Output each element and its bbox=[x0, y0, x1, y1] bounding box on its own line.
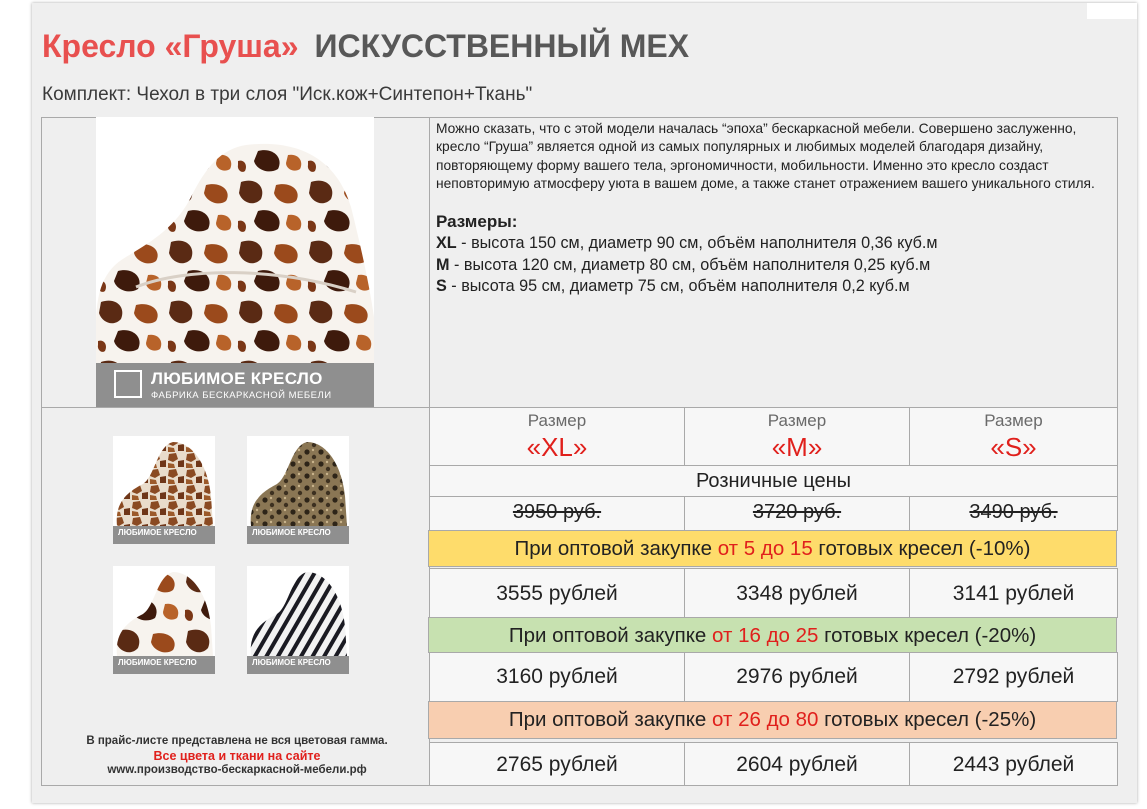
tier-price-cell bbox=[684, 742, 910, 786]
tier-price-cell bbox=[909, 652, 1118, 702]
thumbnail-brand: ЛЮБИМОЕ КРЕСЛО bbox=[118, 658, 197, 667]
tier-price: 2765 рублей bbox=[496, 753, 618, 776]
size-details: - высота 150 см, диаметр 90 см, объём наполнителя 0,36 куб.м bbox=[456, 234, 938, 252]
size-header-s bbox=[909, 407, 1118, 466]
retail-price-cell bbox=[909, 496, 1118, 531]
tier-prefix: При оптовой закупке bbox=[514, 537, 718, 560]
brand-name: ЛЮБИМОЕ КРЕСЛО bbox=[151, 369, 323, 388]
size-header-xl bbox=[429, 407, 685, 466]
main-product-photo bbox=[96, 117, 374, 407]
size-code: XL bbox=[436, 234, 457, 252]
tier-price: 2443 рублей bbox=[952, 753, 1075, 776]
product-name: Кресло «Груша» bbox=[42, 28, 299, 64]
tier-price: 3348 рублей bbox=[736, 582, 858, 605]
cow-chair-image bbox=[113, 566, 215, 656]
thumbnail-giraffe[interactable] bbox=[113, 436, 215, 544]
thumbnail-brand: ЛЮБИМОЕ КРЕСЛО bbox=[252, 658, 331, 667]
tier-price-cell bbox=[909, 742, 1118, 786]
tier-price-cell bbox=[429, 742, 685, 786]
zebra-chair-image bbox=[247, 566, 349, 656]
thumbnail-brand-strip bbox=[113, 656, 215, 674]
thumbnail-brand-strip bbox=[247, 526, 349, 544]
giraffe-chair-image bbox=[113, 436, 215, 526]
tier-range: от 5 до 15 bbox=[717, 537, 813, 560]
tier-price: 3141 рублей bbox=[952, 582, 1075, 605]
tier-label bbox=[515, 537, 1031, 560]
size-header-m bbox=[684, 407, 910, 466]
retail-price-cell bbox=[429, 496, 685, 531]
size-line-xl bbox=[436, 234, 938, 253]
tier-price: 2976 рублей bbox=[736, 665, 858, 688]
tier-suffix: готовых кресел (-10%) bbox=[812, 537, 1031, 560]
tier-price: 3160 рублей bbox=[496, 665, 618, 688]
tier-suffix: готовых кресел (-20%) bbox=[818, 624, 1037, 647]
pear-chair-cow-image bbox=[96, 117, 374, 367]
retail-price: 3720 руб. bbox=[752, 501, 842, 523]
tier-price-cell bbox=[684, 568, 910, 618]
retail-label: Розничные цены bbox=[695, 470, 852, 492]
thumbnail-brand: ЛЮБИМОЕ КРЕСЛО bbox=[118, 528, 197, 537]
wholesale-tier-3-banner bbox=[428, 701, 1117, 739]
tier-range: от 16 до 25 bbox=[712, 624, 819, 647]
retail-price: 3950 руб. bbox=[512, 501, 602, 523]
page-corner bbox=[1087, 3, 1137, 19]
material-name: ИСКУССТВЕННЫЙ МЕХ bbox=[314, 28, 690, 64]
retail-prices-heading bbox=[429, 465, 1118, 497]
tier-price: 3555 рублей bbox=[496, 582, 618, 605]
tier-label bbox=[509, 624, 1036, 647]
thumbnail-zebra[interactable] bbox=[247, 566, 349, 674]
size-code: S bbox=[436, 277, 447, 295]
brand-tagline: ФАБРИКА БЕСКАРКАСНОЙ МЕБЕЛИ bbox=[151, 390, 332, 401]
size-details: - высота 95 см, диаметр 75 см, объём наполнителя 0,2 куб.м bbox=[446, 277, 910, 295]
brand-strip bbox=[96, 363, 374, 407]
sizes-heading: Размеры: bbox=[436, 212, 518, 231]
tier-price-cell bbox=[684, 652, 910, 702]
size-label: Размер bbox=[527, 411, 587, 430]
size-label: Размер bbox=[984, 411, 1043, 430]
thumbnail-leopard[interactable] bbox=[247, 436, 349, 544]
size-code: «S» bbox=[990, 432, 1037, 462]
wholesale-tier-1-banner bbox=[428, 530, 1117, 567]
tier-prefix: При оптовой закупке bbox=[508, 708, 713, 731]
tier-prefix: При оптовой закупке bbox=[508, 624, 713, 647]
kit-subtitle: Комплект: Чехол в три слоя "Иск.кож+Синтепон+Ткань" bbox=[42, 84, 533, 105]
footer-note-line2: Все цвета и ткани на сайте bbox=[153, 749, 321, 763]
thumbnail-brand: ЛЮБИМОЕ КРЕСЛО bbox=[252, 528, 331, 537]
size-details: - высота 120 см, диаметр 80 см, объём наполнителя 0,25 куб.м bbox=[449, 256, 931, 274]
size-code: «M» bbox=[771, 432, 823, 462]
tier-price-cell bbox=[909, 568, 1118, 618]
tier-price-cell bbox=[429, 652, 685, 702]
tier-price: 2604 рублей bbox=[736, 753, 858, 776]
thumbnail-brand-strip bbox=[113, 526, 215, 544]
tier-range: от 26 до 80 bbox=[712, 708, 819, 731]
website-link[interactable]: www.производство-бескаркасной-мебели.рф bbox=[107, 764, 367, 776]
brand-logo-icon bbox=[114, 370, 142, 398]
tier-label bbox=[509, 708, 1036, 731]
size-code: M bbox=[436, 256, 450, 274]
size-code: «XL» bbox=[526, 432, 588, 462]
page-title bbox=[42, 26, 689, 66]
thumbnail-brand-strip bbox=[247, 656, 349, 674]
size-line-s bbox=[436, 277, 910, 296]
leopard-chair-image bbox=[247, 436, 349, 526]
tier-price-cell bbox=[429, 568, 685, 618]
footer-note-line1: В прайс-листе представлена не вся цветовая гамма. bbox=[86, 735, 388, 747]
wholesale-tier-2-banner bbox=[428, 617, 1117, 653]
tier-suffix: готовых кресел (-25%) bbox=[818, 708, 1037, 731]
size-line-m bbox=[436, 256, 930, 275]
retail-price-cell bbox=[684, 496, 910, 531]
tier-price: 2792 рублей bbox=[952, 665, 1075, 688]
gallery-frame bbox=[41, 407, 430, 786]
size-label: Размер bbox=[767, 411, 827, 430]
thumbnail-cow[interactable] bbox=[113, 566, 215, 674]
retail-price: 3490 руб. bbox=[969, 501, 1058, 523]
product-description: Можно сказать, что с этой модели началась “эпоха” бескаркасной мебели. Совершено заслуженно, кресло “Груша” является одной из самых популярных и любимых моделей благодаря дизайну, повторяющему форму вашего тела, эргономичности, мобильности. Именно это кресло создаст неповторимую атмосферу уюта в вашем доме, а также станет отражением вашего уникального стиля. bbox=[436, 121, 1095, 191]
